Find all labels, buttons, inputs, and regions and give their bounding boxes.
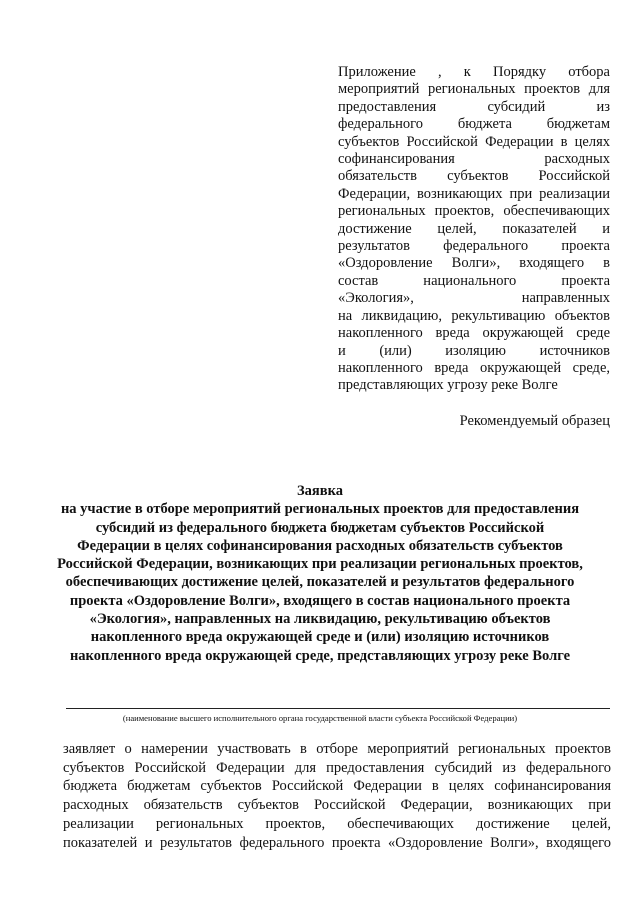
appendix-line: результатов федерального проекта: [338, 238, 610, 255]
appendix-line: Приложение , к Порядку отбора: [338, 64, 610, 80]
appendix-line: софинансирования расходных: [338, 151, 610, 168]
appendix-line: накопленного вреда окружающей среде: [338, 325, 610, 342]
body-line: расходных обязательств субъектов Российской Федерации, возникающих при: [63, 797, 611, 814]
title-line: обеспечивающих достижение целей, показателей и результатов федерального: [65, 574, 575, 591]
title-line: проекта «Оздоровление Волги», входящего в состав национального проекта: [69, 592, 571, 609]
fill-in-line: [66, 708, 610, 709]
appendix-line: состав национального проекта: [338, 272, 610, 289]
body-paragraph: [63, 740, 611, 852]
appendix-line: «Оздоровление Волги», входящего в: [338, 255, 610, 272]
appendix-note: [338, 64, 610, 395]
title-line: «Экология», направленных на ликвидацию, рекультивацию объектов: [89, 611, 551, 628]
appendix-line: представляющих угрозу реке Волге: [338, 377, 558, 394]
title-line: Федерации в целях софинансирования расходных обязательств субъектов: [77, 537, 563, 554]
body-line: заявляет о намерении участвовать в отборе мероприятий региональных проектов: [63, 741, 611, 757]
appendix-line: региональных проектов, обеспечивающих: [338, 203, 610, 220]
appendix-line: и (или) изоляцию источников: [338, 342, 610, 359]
appendix-line: федерального бюджета бюджетам: [338, 116, 610, 133]
recommended-sample-label: Рекомендуемый образец: [459, 413, 610, 429]
title-line: Российской Федерации, возникающих при реализации региональных проектов,: [57, 556, 583, 573]
title-heading: Заявка: [297, 483, 343, 499]
body-line: бюджета бюджетам субъектов Российской Федерации в целях софинансирования: [63, 778, 611, 795]
title-line: накопленного вреда окружающей среде, представляющих угрозу реке Волге: [69, 647, 571, 664]
appendix-line: обязательств субъектов Российской: [338, 168, 610, 185]
appendix-line: достижение целей, показателей и: [338, 220, 610, 237]
title-line: на участие в отборе мероприятий региональных проектов для предоставления: [60, 501, 580, 518]
appendix-line: «Экология», направленных: [338, 290, 610, 307]
appendix-line: мероприятий региональных проектов для: [338, 81, 610, 98]
title-line: субсидий из федерального бюджета бюджетам субъектов Российской: [95, 519, 545, 536]
body-line: субъектов Российской Федерации для предоставления субсидий из федерального: [63, 759, 611, 776]
field-caption: (наименование высшего исполнительного органа государственной власти субъекта Российской Федерации): [122, 713, 518, 723]
application-title: [0, 482, 640, 665]
body-line: реализации региональных проектов, обеспечивающих достижение целей,: [63, 815, 611, 832]
title-line: накопленного вреда окружающей среде и (или) изоляцию источников: [90, 629, 550, 646]
appendix-line: предоставления субсидий из: [338, 98, 610, 115]
appendix-line: субъектов Российской Федерации в целях: [338, 133, 610, 150]
appendix-line: на ликвидацию, рекультивацию объектов: [338, 307, 610, 324]
appendix-line: накопленного вреда окружающей среде,: [338, 359, 610, 376]
body-line: показателей и результатов федерального проекта «Оздоровление Волги», входящего: [63, 834, 611, 851]
appendix-line: Федерации, возникающих при реализации: [338, 185, 610, 202]
